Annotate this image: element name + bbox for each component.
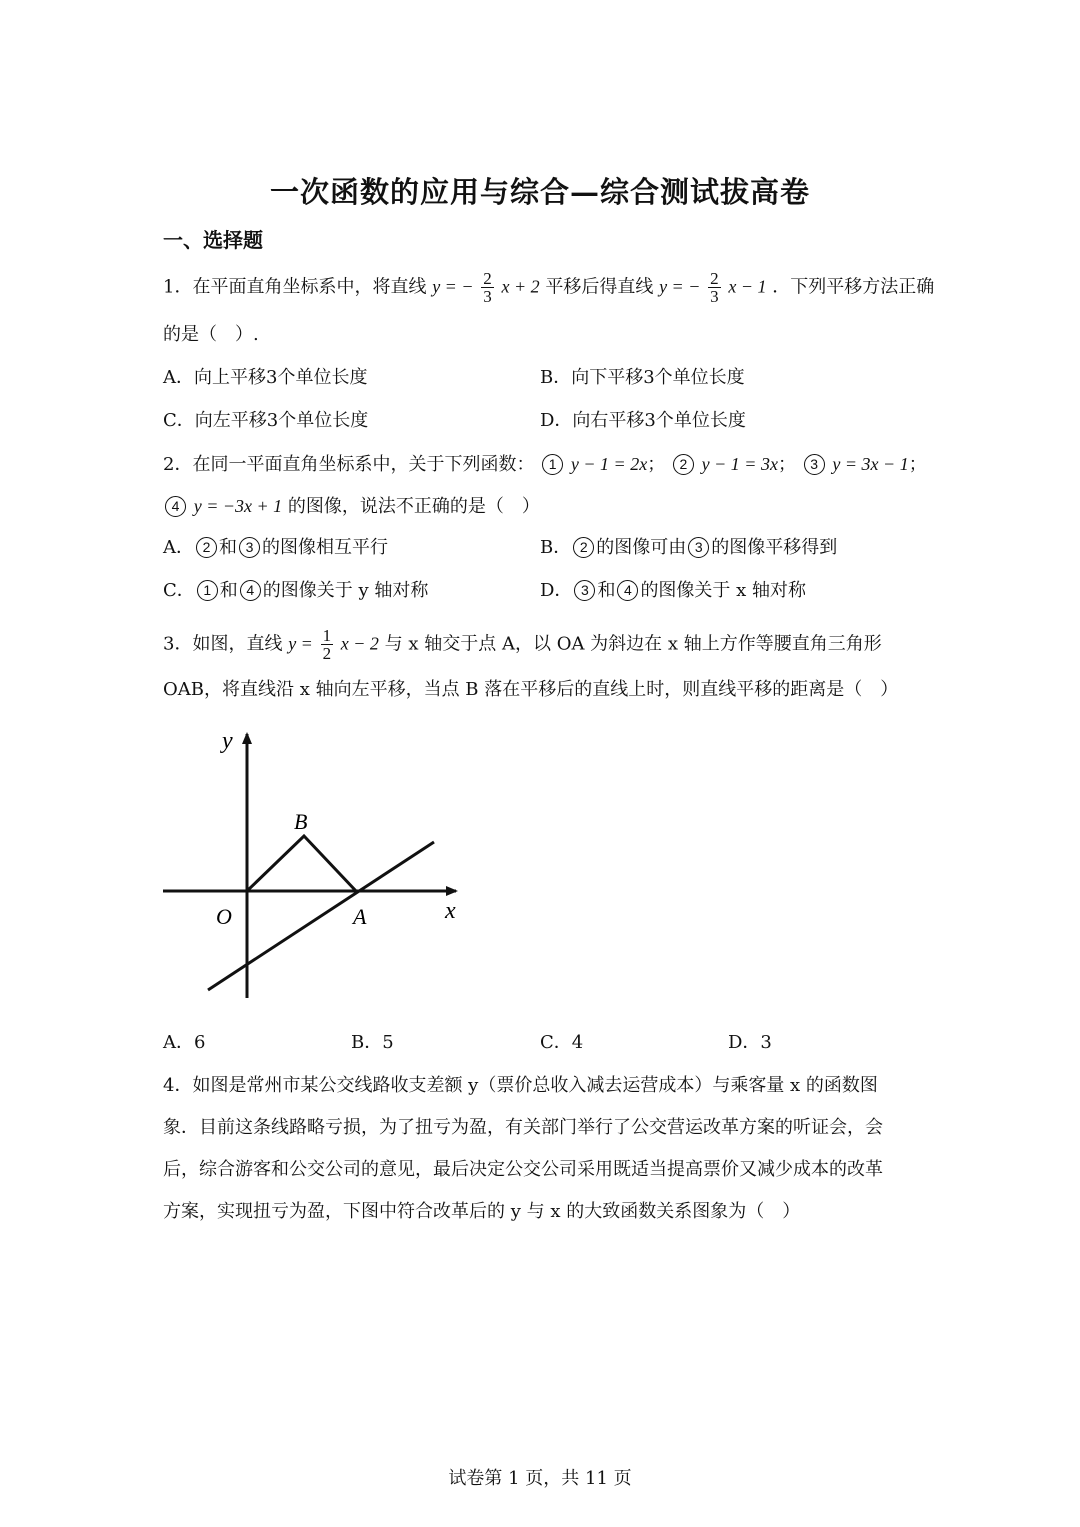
q1-fraction-1: $\frac{2}{3}$ [483,269,492,306]
q3-equation-x: x − 2 [340,633,379,654]
q3-option-a: A．6 [163,1032,206,1053]
q1-fraction-2: $\frac{2}{3}$ [710,269,719,306]
option-text: 和 [219,537,237,558]
label-y: y [222,728,233,754]
option-letter: A． [163,537,194,558]
question-2-line-1 [163,451,927,478]
question-4-line-4: 方案，实现扭亏为盈，下图中符合改革后的 y 与 x 的大致函数关系图象为（ ） [163,1201,801,1222]
q2-option-c [163,578,428,604]
q2-option-a [163,535,388,561]
q3-option-d: D．3 [728,1032,772,1053]
separator: ； [777,454,796,475]
q2-lead: 2．在同一平面直角坐标系中，关于下列函数： [163,454,535,475]
section-heading: 一、选择题 [163,228,263,252]
option-text: 的图像相互平行 [262,537,388,558]
circled-number: 1 [542,454,563,475]
triangle-oab [247,836,356,891]
q2-function-2: y − 1 = 3x [701,454,778,474]
label-o: O [216,904,232,929]
page-title: 一次函数的应用与综合—综合测试拔高卷 [269,175,810,209]
q3-lead: 3．如图，直线 [163,633,283,655]
label-x: x [445,898,456,924]
function-line [208,842,434,990]
option-letter: B． [540,537,572,558]
option-letter: C． [163,580,195,601]
question-1-line-1 [163,270,934,305]
q1-mid: 平移后得直线 [545,276,654,298]
q3-figure [160,728,470,1006]
circled-number: 3 [688,537,709,558]
option-text: 的图像可由 [596,537,687,558]
page-footer: 试卷第 1 页，共 11 页 [448,1468,632,1489]
q2-option-d [540,578,806,604]
circled-number: 1 [197,580,218,601]
question-3-line-1 [163,627,882,662]
circled-number: 4 [165,496,186,517]
label-b: B [294,809,308,834]
q1-option-c: C．向左平移3个单位长度 [163,410,369,431]
q3-equation-y: y = [288,633,313,654]
q1-equation-2-x: x − 1 [728,276,767,297]
circled-number: 3 [804,454,825,475]
q2-function-1: y − 1 = 2x [570,454,648,474]
q1-equation-1-y: y = − [432,276,474,297]
question-1-line-2: 的是（ ）. [163,324,259,345]
q3-option-b: B．5 [351,1032,394,1053]
circled-number: 4 [240,580,261,601]
circled-number: 3 [239,537,260,558]
q1-equation-1-x: x + 2 [501,276,540,297]
q3-option-c: C．4 [540,1032,584,1053]
question-4-line-1: 4．如图是常州市某公交线路收支差额 y（票价总收入减去运营成本）与乘客量 x 的函数图 [163,1075,878,1096]
option-text: 和 [219,580,238,601]
separator: ； [647,454,666,475]
q1-option-a: A．向上平移3个单位长度 [163,367,368,388]
q2-tail: 的图像，说法不正确的是（ ） [287,496,540,517]
q2-option-b [540,535,837,561]
question-3-line-2: OAB，将直线沿 x 轴向左平移，当点 B 落在平移后的直线上时，则直线平移的距离是（ ） [163,679,899,700]
q3-tail: 与 x 轴交于点 A，以 OA 为斜边在 x 轴上方作等腰直角三角形 [384,633,882,655]
q2-function-3: y = 3x − 1 [832,454,909,474]
circled-number: 4 [617,580,638,601]
q1-option-d: D．向右平移3个单位长度 [540,410,746,431]
circled-number: 2 [573,537,594,558]
option-text: 的图像平移得到 [711,537,838,558]
option-text: 的图像关于 y 轴对称 [262,580,429,601]
circled-number: 2 [196,537,217,558]
q1-option-b: B．向下平移3个单位长度 [540,367,745,388]
question-4-line-3: 后，综合游客和公交公司的意见，最后决定公交公司采用既适当提高票价又减少成本的改革 [163,1159,883,1180]
circled-number: 2 [673,454,694,475]
option-text: 和 [597,580,616,601]
separator: ； [908,454,927,475]
q3-fraction: $\frac{1}{2}$ [322,626,332,663]
label-a: A [353,904,367,929]
q1-tail: ．下列平移方法正确 [772,276,935,298]
q2-function-4: y = −3x + 1 [193,496,283,516]
q1-lead: 1．在平面直角坐标系中，将直线 [163,276,427,298]
circled-number: 3 [574,580,595,601]
option-text: 的图像关于 x 轴对称 [640,580,807,601]
question-4-line-2: 象．目前这条线路略亏损，为了扭亏为盈，有关部门举行了公交营运改革方案的听证会，会 [163,1117,883,1138]
option-letter: D． [540,580,573,601]
q1-equation-2-y: y = − [659,276,701,297]
question-2-line-2 [163,493,540,520]
